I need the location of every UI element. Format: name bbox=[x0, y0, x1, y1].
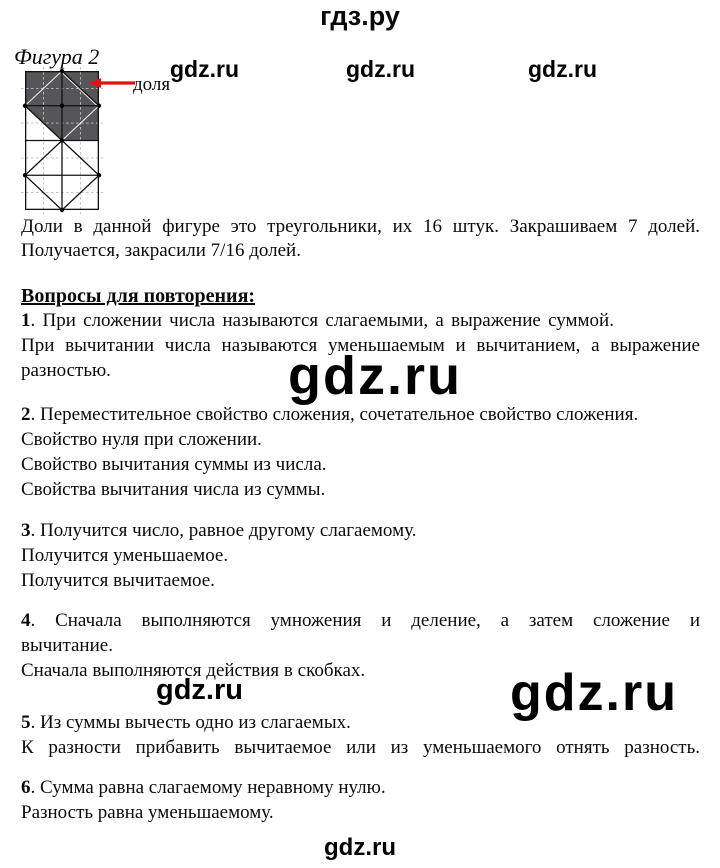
item-line: Свойство вычитания суммы из числа. bbox=[21, 454, 327, 475]
item-line: Свойства вычитания числа из суммы. bbox=[21, 479, 326, 500]
item-line: 1. При сложении числа называются слагаемыми, а выражение суммой. bbox=[21, 310, 614, 331]
item-number: 1 bbox=[21, 310, 31, 331]
item-line: 5. Из суммы вычесть одно из слагаемых. bbox=[21, 712, 351, 733]
review-item-5 bbox=[21, 710, 700, 760]
watermark-text: gdz.ru bbox=[288, 346, 462, 406]
item-line: Получится уменьшаемое. bbox=[21, 545, 229, 566]
pointer-label: доля bbox=[133, 74, 171, 95]
review-item-6 bbox=[21, 775, 700, 825]
item-line: 3. Получится число, равное другому слагаемому. bbox=[21, 520, 417, 541]
item-line: К разности прибавить вычитаемое или из уменьшаемого отнять разность. bbox=[21, 737, 700, 758]
watermark-text: gdz.ru bbox=[324, 834, 396, 861]
item-line: 6. Сумма равна слагаемому неравному нулю. bbox=[21, 777, 386, 798]
watermark-text: gdz.ru bbox=[510, 664, 678, 722]
figure-label: Фигура 2 bbox=[14, 44, 100, 69]
watermark-text: gdz.ru bbox=[528, 56, 597, 82]
review-heading: Вопросы для повторения: bbox=[21, 285, 256, 307]
fraction-grid-figure bbox=[25, 71, 99, 210]
watermark-text: gdz.ru bbox=[346, 56, 415, 82]
item-number: 4 bbox=[21, 610, 31, 631]
item-line: Сначала выполняются действия в скобках. bbox=[21, 660, 366, 681]
item-line: 2. Переместительное свойство сложения, сочетательное свойство сложения. bbox=[21, 404, 639, 425]
item-line: Разность равна уменьшаемому. bbox=[21, 802, 274, 823]
item-line: Свойство нуля при сложении. bbox=[21, 429, 262, 450]
item-number: 3 bbox=[21, 520, 31, 541]
item-number: 2 bbox=[21, 404, 31, 425]
watermark-text: gdz.ru bbox=[170, 56, 239, 82]
pointer-arrow-icon bbox=[88, 76, 136, 90]
item-line: вычитание. bbox=[21, 635, 113, 656]
solution-line: Доли в данной фигуре это треугольники, их 16 штук. Закрашиваем 7 долей. bbox=[21, 216, 700, 237]
review-item-2 bbox=[21, 402, 700, 502]
item-line: Получится вычитаемое. bbox=[21, 570, 215, 591]
item-number: 5 bbox=[21, 712, 31, 733]
solution-text bbox=[21, 215, 700, 263]
watermark-text: gdz.ru bbox=[156, 674, 243, 706]
item-line: 4. Сначала выполняются умножения и деление, а затем сложение и bbox=[21, 610, 700, 631]
site-title: гдз.ру bbox=[320, 1, 400, 31]
item-line: разностью. bbox=[21, 360, 111, 381]
review-item-3 bbox=[21, 518, 700, 593]
item-number: 6 bbox=[21, 777, 31, 798]
item-line: При вычитании числа называются уменьшаемым и вычитанием, а выражение bbox=[21, 335, 700, 356]
solution-line: Получается, закрасили 7/16 долей. bbox=[21, 240, 301, 261]
